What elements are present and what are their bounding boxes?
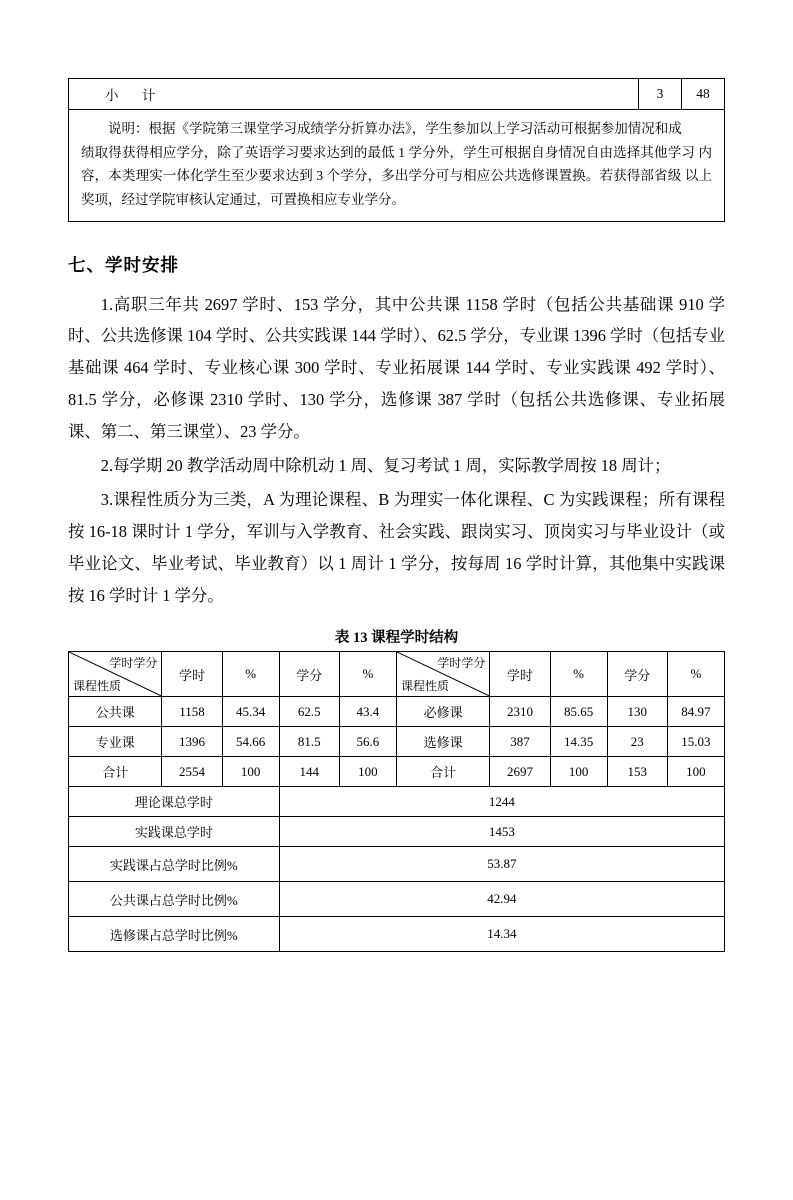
table-row — [69, 882, 725, 917]
cell-hours: 387 — [490, 727, 550, 757]
summary-value: 53.87 — [279, 847, 724, 882]
cell-credits: 62.5 — [279, 697, 339, 727]
paragraph-1: 1.高职三年共 2697 学时、153 学分，其中公共课 1158 学时（包括公共基础课 910 学时、公共选修课 104 学时、公共实践课 144 学时）、62.5 学分，专业课 1396 学时（包括专业基础课 464 学时、专业核心课 300 学时、专业拓展课 144 学时、专业实践课 492 学时）、81.5 学分，必修课 2310 学时、130 学分，选修课 387 学时（包括公共选修课、专业拓展课、第二、第三课堂）、23 学分。 — [68, 294, 725, 442]
summary-value: 14.34 — [279, 917, 724, 952]
table-row — [69, 757, 725, 787]
cell-credits-pct: 43.4 — [339, 697, 396, 727]
corner-top-right-label: 学时学分 — [109, 656, 158, 671]
cell-credits-pct: 100 — [339, 757, 396, 787]
course-hours-structure-table — [68, 651, 725, 952]
row-label: 专业课 — [69, 727, 162, 757]
paragraph-3: 3.课程性质分为三类，A 为理论课程、B 为理实一体化课程、C 为实践课程；所有课程按 16-18 课时计 1 学分，军训与入学教育、社会实践、跟岗实习、顶岗实习与毕业设计（或毕业论文、毕业考试、毕业教育）以 1 周计 1 学分，按每周 16 学时计算，其他集中实践课按 16 学时计 1 学分。 — [68, 490, 725, 606]
cell-credits-pct: 56.6 — [339, 727, 396, 757]
row-label: 合计 — [69, 757, 162, 787]
row-label: 必修课 — [396, 697, 489, 727]
cell-hours: 2697 — [490, 757, 550, 787]
note-line: 说明：根据《学院第三课堂学习成绩学分折算办法》，学生参加以上学习活动可根据参加情况和成 — [108, 121, 682, 136]
summary-value: 1244 — [279, 787, 724, 817]
cell-hours-pct: 85.65 — [550, 697, 607, 727]
table-row — [69, 787, 725, 817]
header-hours-pct-left: % — [222, 652, 279, 697]
note-line: 绩取得获得相应学分，除了英语学习要求达到的最低 1 学分外，学生可根据自身情况自由选择其他学习 — [81, 144, 695, 160]
row-label: 合计 — [396, 757, 489, 787]
summary-label: 理论课总学时 — [69, 787, 280, 817]
cell-hours: 1158 — [162, 697, 222, 727]
note-line: 内容，本类理实一体化学生至少要求达到 3 个学分，多出学分可与相应公共选修课置换。若获得部省级 — [81, 144, 713, 184]
summary-label: 选修课占总学时比例% — [69, 917, 280, 952]
header-hours-pct-right: % — [550, 652, 607, 697]
subtotal-label: 小 计 — [69, 79, 639, 110]
summary-label: 实践课总学时 — [69, 817, 280, 847]
header-credits-right: 学分 — [607, 652, 667, 697]
table-row — [69, 79, 725, 110]
table-row — [69, 727, 725, 757]
cell-hours-pct: 100 — [222, 757, 279, 787]
summary-label: 实践课占总学时比例% — [69, 847, 280, 882]
subtotal-hours: 48 — [682, 79, 725, 110]
paragraph-2: 2.每学期 20 教学活动周中除机动 1 周、复习考试 1 周，实际教学周按 18 周计； — [100, 456, 671, 476]
summary-value: 1453 — [279, 817, 724, 847]
cell-hours-pct: 14.35 — [550, 727, 607, 757]
cell-hours: 1396 — [162, 727, 222, 757]
summary-value: 42.94 — [279, 882, 724, 917]
header-credits-left: 学分 — [279, 652, 339, 697]
table-row — [69, 847, 725, 882]
note-cell — [69, 110, 725, 222]
corner-header-left — [69, 652, 162, 697]
header-hours-right: 学时 — [490, 652, 550, 697]
corner-bottom-left-label: 课程性质 — [400, 679, 449, 694]
cell-credits: 144 — [279, 757, 339, 787]
header-credits-pct-right: % — [667, 652, 724, 697]
table-row — [69, 697, 725, 727]
cell-credits: 130 — [607, 697, 667, 727]
cell-credits-pct: 100 — [667, 757, 724, 787]
cell-hours: 2310 — [490, 697, 550, 727]
cell-hours-pct: 45.34 — [222, 697, 279, 727]
table-caption: 表 13 课程学时结构 — [334, 630, 459, 647]
corner-bottom-left-label: 课程性质 — [73, 679, 122, 694]
table-row — [69, 917, 725, 952]
table-header-row — [69, 652, 725, 697]
section-heading: 七、学时安排 — [68, 254, 179, 275]
header-hours-left: 学时 — [162, 652, 222, 697]
table-row — [69, 110, 725, 222]
subtotal-credits: 3 — [639, 79, 682, 110]
table-row — [69, 817, 725, 847]
cell-hours-pct: 54.66 — [222, 727, 279, 757]
cell-credits: 81.5 — [279, 727, 339, 757]
corner-header-right — [396, 652, 489, 697]
corner-top-right-label: 学时学分 — [437, 656, 486, 671]
header-credits-pct-left: % — [339, 652, 396, 697]
document-page — [0, 78, 793, 1200]
subtotal-table — [68, 78, 725, 222]
cell-hours: 2554 — [162, 757, 222, 787]
summary-label: 公共课占总学时比例% — [69, 882, 280, 917]
row-label: 公共课 — [69, 697, 162, 727]
note-line: 以上奖项，经过学院审核认定通过，可置换相应专业学分。 — [81, 168, 713, 207]
cell-hours-pct: 100 — [550, 757, 607, 787]
cell-credits-pct: 15.03 — [667, 727, 724, 757]
cell-credits-pct: 84.97 — [667, 697, 724, 727]
cell-credits: 23 — [607, 727, 667, 757]
row-label: 选修课 — [396, 727, 489, 757]
cell-credits: 153 — [607, 757, 667, 787]
